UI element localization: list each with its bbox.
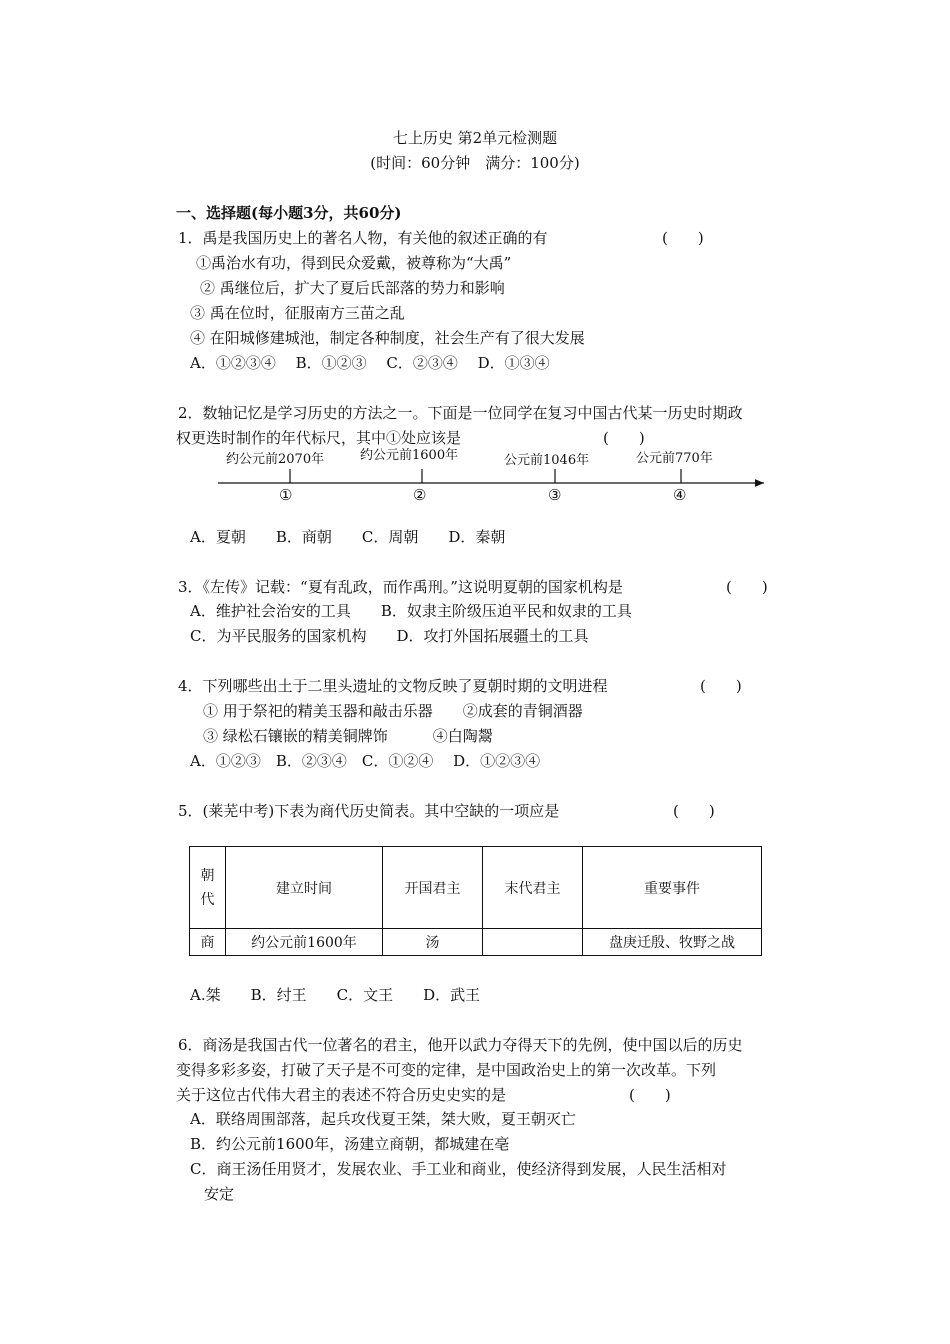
- table-cell-events: 盘庚迁殷、牧野之战: [583, 929, 762, 956]
- q6-option-c-line1: C．商王汤任用贤才，发展农业、手工业和商业，使经济得到发展，人民生活相对: [190, 1160, 727, 1178]
- q2-answer-bracket: ( ): [603, 429, 645, 447]
- q5-history-table: [189, 846, 762, 956]
- q5-options: A.桀 B．纣王 C．文王 D．武王: [190, 986, 481, 1004]
- q5-answer-bracket: ( ): [673, 802, 715, 820]
- table-header-dynasty-char: 朝: [200, 867, 215, 884]
- timeline-marker-3: ③: [548, 486, 562, 504]
- q4-options: A．①②③ B．②③④ C．①②④ D．①②③④: [190, 752, 541, 770]
- table-header-founder: 开国君主: [383, 847, 483, 929]
- q1-options: A．①②③④ B．①②③ C．②③④ D．①③④: [190, 354, 550, 372]
- q1-item-1: ①禹治水有功，得到民众爱戴，被尊称为“大禹”: [196, 254, 512, 272]
- q2-options: A．夏朝 B．商朝 C．周朝 D．秦朝: [190, 528, 506, 546]
- q3-stem: 3．《左传》记载：“夏有乱政，而作禹刑。”这说明夏朝的国家机构是: [178, 578, 623, 596]
- table-cell-founded: 约公元前1600年: [226, 929, 383, 956]
- q1-item-2: ② 禹继位后，扩大了夏后氏部落的势力和影响: [200, 279, 505, 297]
- timeline-marker-4: ④: [673, 486, 687, 504]
- q4-answer-bracket: ( ): [700, 677, 742, 695]
- q6-option-a: A．联络周围部落，起兵攻伐夏王桀，桀大败，夏王朝灭亡: [190, 1110, 576, 1128]
- table-row: [190, 929, 762, 956]
- q2-timeline: [212, 444, 772, 510]
- table-cell-last-ruler-blank: [483, 929, 583, 956]
- page-subtitle: (时间：60分钟 满分：100分): [370, 154, 580, 172]
- table-header-dynasty-char: 代: [200, 891, 215, 908]
- q1-item-3: ③ 禹在位时，征服南方三苗之乱: [190, 304, 405, 322]
- q3-answer-bracket: ( ): [726, 578, 768, 596]
- timeline-label-2: 约公元前1600年: [360, 448, 459, 463]
- table-header-events: 重要事件: [583, 847, 762, 929]
- table-cell-dynasty: 商: [190, 929, 226, 956]
- timeline-label-1: 约公元前2070年: [226, 452, 325, 467]
- q1-answer-bracket: ( ): [662, 229, 704, 247]
- table-cell-founder: 汤: [383, 929, 483, 956]
- q3-options-cd: C．为平民服务的国家机构 D．攻打外国拓展疆土的工具: [190, 627, 589, 645]
- q5-stem: 5．(莱芜中考)下表为商代历史简表。其中空缺的一项应是: [178, 802, 560, 820]
- table-header-last-ruler: 末代君主: [483, 847, 583, 929]
- timeline-marker-2: ②: [413, 486, 427, 504]
- q4-items-row2: ③ 绿松石镶嵌的精美铜牌饰 ④白陶鬶: [203, 727, 493, 745]
- page-title: 七上历史 第2单元检测题: [392, 129, 558, 147]
- section-heading: 一、选择题(每小题3分，共60分): [176, 204, 402, 222]
- table-header-founded: 建立时间: [226, 847, 383, 929]
- q6-option-c-line2: 安定: [204, 1185, 235, 1203]
- q6-answer-bracket: ( ): [629, 1086, 671, 1104]
- table-header-row: [190, 847, 762, 929]
- q6-stem-line2: 变得多彩多姿，打破了天子是不可变的定律，是中国政治史上的第一次改革。下列: [176, 1061, 717, 1079]
- q4-items-row1: ① 用于祭祀的精美玉器和敲击乐器 ②成套的青铜酒器: [203, 702, 583, 720]
- timeline-marker-1: ①: [279, 486, 293, 504]
- timeline-label-3: 公元前1046年: [504, 453, 590, 468]
- q3-options-ab: A．维护社会治安的工具 B．奴隶主阶级压迫平民和奴隶的工具: [190, 602, 632, 620]
- q1-stem: 1．禹是我国历史上的著名人物，有关他的叙述正确的有: [178, 229, 548, 247]
- q1-item-4: ④ 在阳城修建城池，制定各种制度，社会生产有了很大发展: [190, 329, 585, 347]
- timeline-label-4: 公元前770年: [636, 451, 713, 466]
- q6-stem-line3: 关于这位古代伟大君主的表述不符合历史史实的是: [176, 1086, 507, 1104]
- q2-stem-line2: 权更迭时制作的年代标尺，其中①处应该是: [176, 429, 462, 447]
- q4-stem: 4．下列哪些出土于二里头遗址的文物反映了夏朝时期的文明进程: [178, 677, 608, 695]
- q6-option-b: B．约公元前1600年，汤建立商朝，都城建在亳: [190, 1135, 510, 1153]
- table-header-dynasty: [190, 847, 226, 929]
- q2-stem-line1: 2．数轴记忆是学习历史的方法之一。下面是一位同学在复习中国古代某一历史时期政: [178, 404, 743, 422]
- q6-stem-line1: 6．商汤是我国古代一位著名的君主，他开以武力夺得天下的先例，使中国以后的历史: [178, 1036, 743, 1054]
